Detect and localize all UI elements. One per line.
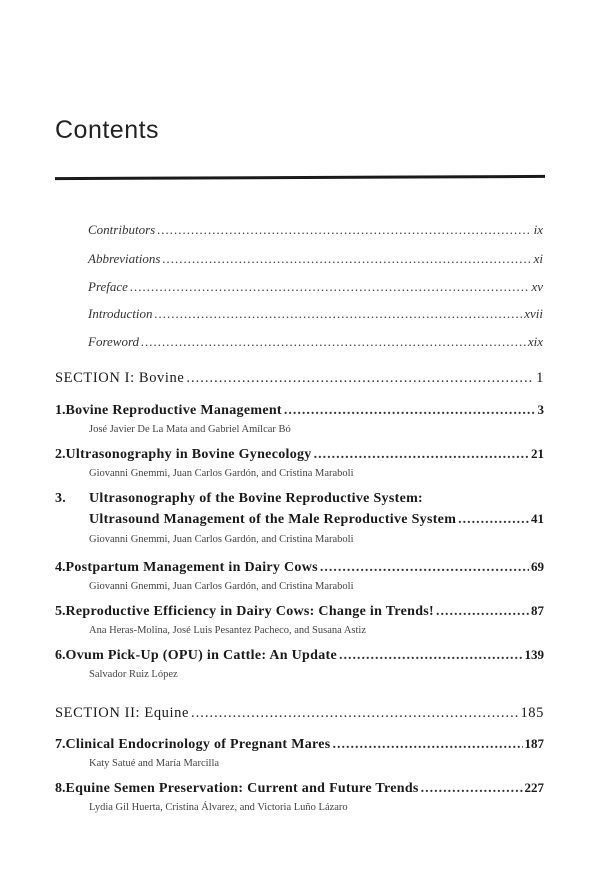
toc-entry-label: Foreword (88, 334, 140, 349)
toc-page-number: ix (533, 222, 543, 237)
toc-chapter-5[interactable] (55, 603, 544, 620)
section-title: SECTION I: Bovine (55, 370, 185, 386)
toc-chapter-2[interactable] (55, 446, 544, 463)
chapter-title: Clinical Endocrinology of Pregnant Mares (65, 737, 331, 752)
leader-dots (436, 604, 529, 620)
toc-page-number: 185 (520, 705, 544, 721)
toc-entry-label: Contributors (88, 222, 156, 237)
chapter-title: Ultrasonography in Bovine Gynecology (65, 447, 312, 462)
toc-page-number: xix (527, 334, 543, 349)
leader-dots (186, 370, 534, 387)
toc-chapter-7[interactable] (55, 736, 544, 753)
toc-page-number: xv (531, 279, 543, 294)
toc-chapter-6[interactable] (55, 647, 544, 664)
leader-dots (421, 781, 523, 797)
chapter-number: 5. (55, 604, 66, 619)
toc-entry-preface[interactable] (88, 279, 543, 295)
section-title: SECTION II: Equine (55, 705, 190, 721)
leader-dots (339, 648, 523, 664)
leader-dots (314, 447, 529, 463)
leader-dots (141, 334, 526, 350)
chapter-title: Equine Semen Preservation: Current and Future Trends (65, 781, 419, 796)
toc-entry-abbreviations[interactable] (88, 251, 543, 267)
chapter-number: 1. (55, 403, 66, 418)
toc-page-number: 69 (531, 559, 544, 574)
toc-entry-foreword[interactable] (88, 334, 543, 350)
chapter-authors: Giovanni Gnemmi, Juan Carlos Gardón, and Cristina Maraboli (89, 534, 354, 545)
chapter-title: Postpartum Management in Dairy Cows (65, 560, 318, 575)
chapter-title-line1: Ultrasonography of the Bovine Reproductive System: (89, 491, 424, 506)
toc-chapter-8[interactable] (55, 780, 544, 797)
toc-page-number: 187 (524, 736, 544, 751)
leader-dots (130, 279, 530, 295)
toc-entry-label: Preface (88, 279, 128, 294)
toc-page-number: xi (533, 251, 543, 266)
leader-dots (333, 737, 523, 753)
chapter-authors: Katy Satué and María Marcilla (89, 758, 220, 769)
chapter-authors: Ana Heras-Molina, José Luis Pesantez Pacheco, and Susana Astiz (89, 625, 367, 636)
chapter-authors: Giovanni Gnemmi, Juan Carlos Gardón, and Cristina Maraboli (89, 468, 354, 479)
chapter-number: 7. (55, 737, 66, 752)
toc-page-number: xvii (524, 306, 543, 321)
leader-dots (320, 560, 529, 576)
toc-page-number: 139 (524, 647, 544, 662)
chapter-number: 8. (55, 781, 66, 796)
chapter-authors: Giovanni Gnemmi, Juan Carlos Gardón, and Cristina Maraboli (89, 581, 354, 592)
chapter-title: Bovine Reproductive Management (65, 403, 282, 418)
chapter-title: Ovum Pick-Up (OPU) in Cattle: An Update (65, 648, 337, 663)
toc-entry-contributors[interactable] (88, 222, 543, 238)
toc-entry-label: Introduction (88, 306, 153, 321)
toc-section-equine[interactable] (55, 705, 544, 722)
toc-chapter-4[interactable] (55, 559, 544, 576)
toc-chapter-3[interactable] (89, 511, 544, 528)
toc-entry-label: Abbreviations (88, 251, 161, 266)
toc-page-number: 87 (531, 603, 544, 618)
chapter-title: Ultrasound Management of the Male Reproductive System (89, 512, 457, 527)
toc-page-number: 3 (537, 402, 544, 417)
chapter-title: Reproductive Efficiency in Dairy Cows: Change in Trends! (65, 604, 434, 619)
leader-dots (191, 705, 518, 722)
leader-dots (284, 403, 536, 419)
chapter-number: 4. (55, 560, 66, 575)
toc-entry-introduction[interactable] (88, 306, 543, 322)
title-rule (55, 175, 545, 180)
chapter-number: 3. (55, 491, 67, 506)
page-title: Contents (55, 116, 160, 144)
toc-page-number: 41 (531, 511, 544, 526)
chapter-authors: Lydia Gil Huerta, Cristina Álvarez, and Victoria Luño Lázaro (89, 802, 348, 813)
leader-dots (458, 512, 529, 528)
toc-chapter-1[interactable] (55, 402, 544, 419)
leader-dots (157, 222, 531, 238)
toc-page-number: 21 (531, 446, 544, 461)
chapter-number: 6. (55, 648, 66, 663)
toc-page-number: 227 (524, 780, 544, 795)
leader-dots (162, 251, 531, 267)
toc-chapter-3-line1[interactable] (55, 491, 424, 507)
toc-section-bovine[interactable] (55, 370, 544, 387)
leader-dots (155, 306, 523, 322)
chapter-authors: José Javier De La Mata and Gabriel Amílcar Bó (89, 424, 291, 435)
chapter-authors: Salvador Ruiz López (89, 669, 178, 680)
toc-page-number: 1 (536, 370, 544, 386)
chapter-number: 2. (55, 447, 66, 462)
